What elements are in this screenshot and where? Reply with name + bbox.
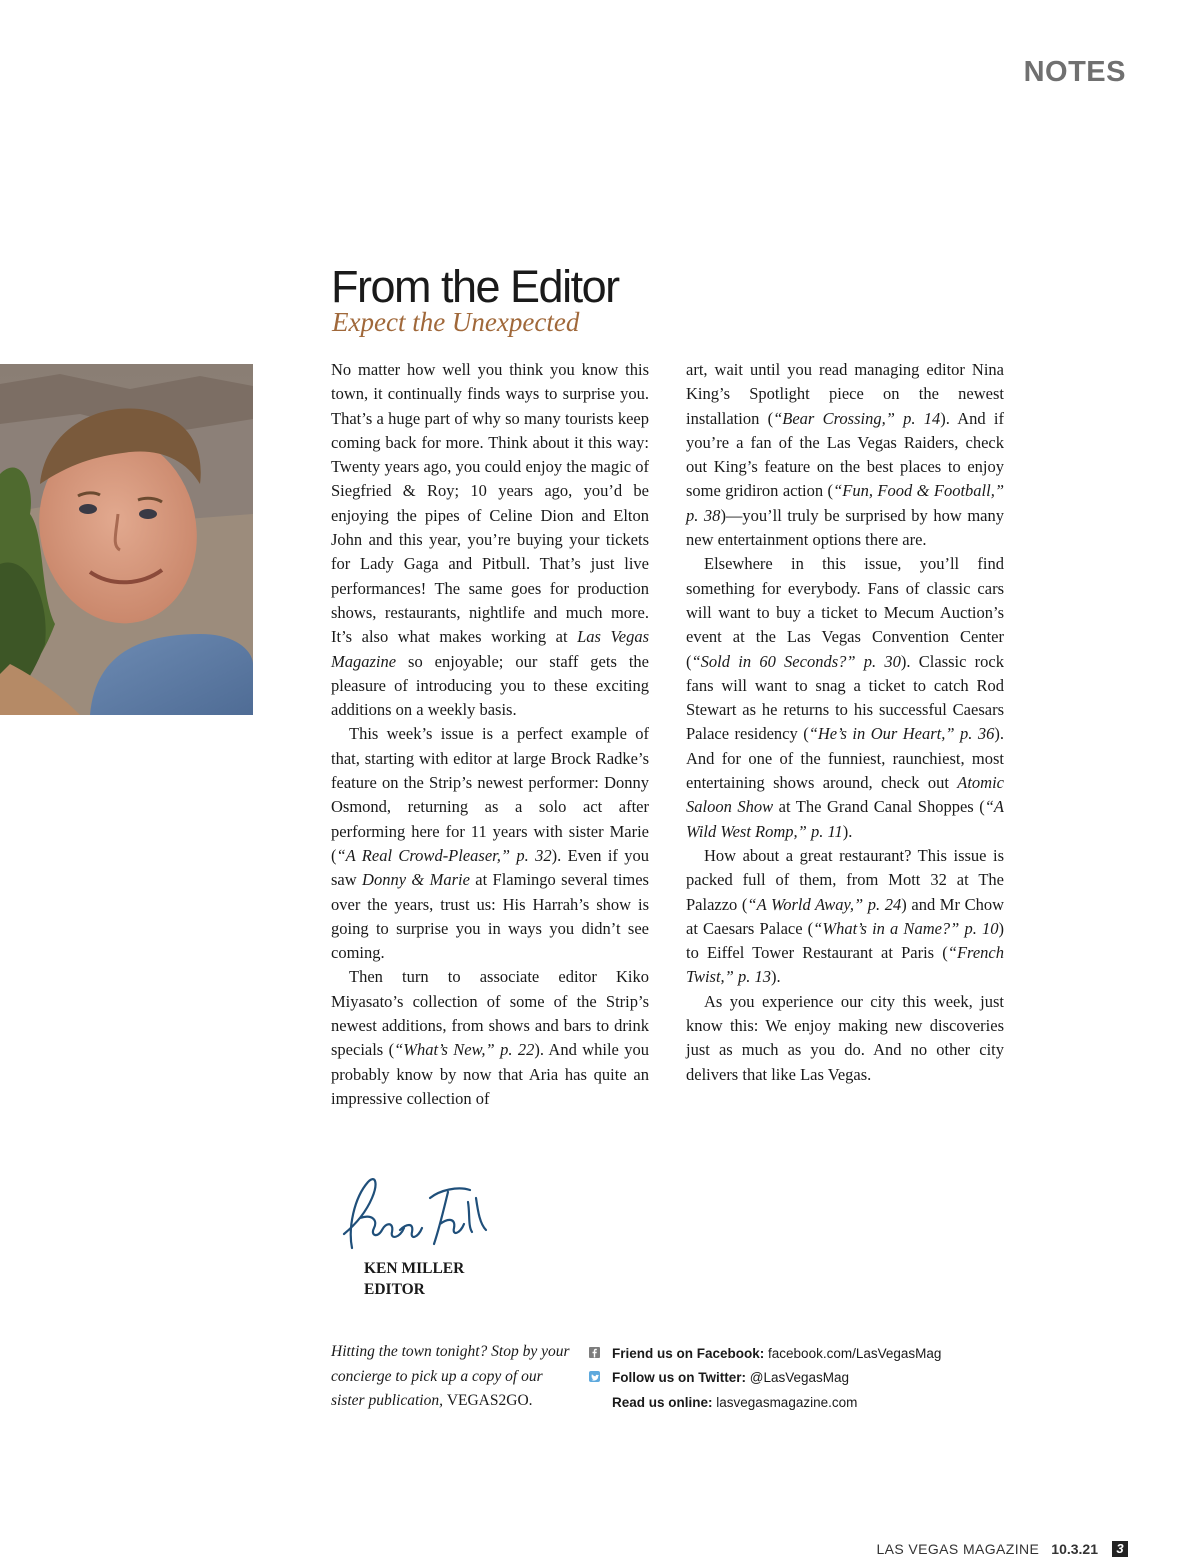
social-links xyxy=(589,1342,941,1415)
body-text: As you experience our city this week, just know this: We enjoy making new discoveries just as much as you do. And no other city delivers that like Las Vegas. xyxy=(686,991,1004,1084)
article-paragraph xyxy=(686,990,1004,1087)
body-text: so enjoyable; our staff gets the pleasure of introducing you to these exciting additions on a weekly basis. xyxy=(331,651,649,720)
article-subtitle: Expect the Unexpected xyxy=(332,307,580,337)
body-text: Elsewhere in this issue, you’ll find something for everybody. Fans of classic cars will want to buy a ticket to Mecum Auction’s event at the Las Vegas Convention Center ( xyxy=(686,554,1004,671)
italic-text: “Bear Crossing,” p. 14 xyxy=(773,408,941,428)
body-text: )—you’ll truly be surprised by how many new entertainment options there are. xyxy=(686,505,1004,550)
body-text: at The Grand Canal Shoppes ( xyxy=(773,797,985,817)
italic-text: “French Twist,” p. 13 xyxy=(686,943,1004,987)
social-facebook[interactable] xyxy=(589,1342,941,1366)
editor-photo xyxy=(0,364,253,715)
article-body-right-column xyxy=(686,358,1004,1087)
italic-text: “A Real Crowd-Pleaser,” p. 32 xyxy=(336,845,552,865)
italic-text: “Sold in 60 Seconds?” p. 30 xyxy=(691,651,901,671)
body-text: ). And for one of the funniest, raunchiest, most entertaining shows around, check out xyxy=(686,724,1004,793)
body-text: No matter how well you think you know this town, it continually finds ways to surprise you. That’s a huge part of why so many tourists keep coming back for more. Think about it this way: Twenty years ago, you could enjoy the magic of Siegfried & Roy; 10 years ago, you’d be enjoying the pipes of Celine Dion and Elton John and this year, you’re buying your tickets for Lady Gaga and Pitbull. That’s just live performances! The same goes for production shows, restaurants, nightlife and much more. It’s also what makes working at xyxy=(331,360,649,647)
italic-text: Atomic Saloon Show xyxy=(686,773,1004,817)
twitter-icon xyxy=(589,1371,600,1382)
body-text: ). Even if you saw xyxy=(331,845,649,890)
page-footer xyxy=(876,1541,1128,1557)
italic-text: “A World Away,” p. 24 xyxy=(747,894,902,914)
facebook-icon xyxy=(589,1347,600,1358)
article-paragraph xyxy=(331,358,649,722)
social-facebook-label: Friend us on Facebook: xyxy=(612,1346,765,1361)
article-paragraph xyxy=(686,844,1004,990)
article-title: From the Editor xyxy=(331,261,619,312)
body-text: Then turn to associate editor Kiko Miyasato’s collection of some of the Strip’s newest additions, from shows and bars to drink specials ( xyxy=(331,967,649,1060)
signoff xyxy=(364,1258,464,1300)
footer-magazine-name: LAS VEGAS MAGAZINE xyxy=(876,1541,1040,1557)
body-text: at Flamingo several times over the years, trust us: His Harrah’s show is going to surprise you in ways you didn’t see coming. xyxy=(331,870,649,963)
body-text: ). Classic rock fans will want to snag a ticket to catch Rod Stewart as he returns to his successful Caesars Palace residency ( xyxy=(686,651,1005,744)
social-twitter-label: Follow us on Twitter: xyxy=(612,1370,746,1386)
article-paragraph xyxy=(686,358,1004,552)
body-text: ) and Mr Chow at Caesars Palace ( xyxy=(686,894,1004,938)
italic-text: “What’s New,” p. 22 xyxy=(394,1040,535,1060)
italic-text: “Fun, Food & Football,” p. 38 xyxy=(686,481,1004,525)
social-facebook-value[interactable]: facebook.com/LasVegasMag xyxy=(768,1346,942,1361)
page-number: 3 xyxy=(1112,1541,1128,1557)
social-twitter[interactable] xyxy=(589,1366,941,1390)
editor-role: EDITOR xyxy=(364,1281,425,1298)
social-website[interactable] xyxy=(589,1391,941,1415)
article-paragraph xyxy=(331,965,649,1111)
editor-signature xyxy=(330,1168,505,1264)
body-text: ). And while you probably know by now that Aria has quite an impressive collection of xyxy=(331,1040,649,1108)
article-paragraph xyxy=(686,552,1004,844)
social-website-value[interactable]: lasvegasmagazine.com xyxy=(716,1394,858,1410)
italic-text: “A Wild West Romp,” p. 11 xyxy=(686,797,1004,841)
social-twitter-value[interactable]: @LasVegasMag xyxy=(749,1370,850,1386)
editor-name: KEN MILLER xyxy=(364,1260,465,1277)
italic-text: “He’s in Our Heart,” p. 36 xyxy=(808,724,995,744)
promo-text xyxy=(331,1340,576,1414)
italic-text: Las Vegas Magazine xyxy=(331,627,650,671)
section-label: NOTES xyxy=(1023,56,1126,88)
promo-sentence: Hitting the town tonight? Stop by your concierge to pick up a copy of our sister publication, xyxy=(331,1343,570,1409)
italic-text: “What’s in a Name?” p. 10 xyxy=(813,918,999,938)
body-text: This week’s issue is a perfect example of that, starting with editor at large Brock Radke’s feature on the Strip’s newest performer: Donny Osmond, returning as a solo act after performing here for 11 years with sister Marie ( xyxy=(331,724,649,865)
social-website-label: Read us online: xyxy=(612,1394,713,1410)
body-text: ). xyxy=(842,821,853,841)
body-text: ). xyxy=(770,967,781,987)
body-text: art, wait until you read managing editor Nina King’s Spotlight piece on the newest installation ( xyxy=(686,360,1004,428)
body-text: ) to Eiffel Tower Restaurant at Paris ( xyxy=(686,918,1004,963)
body-text: How about a great restaurant? This issue is packed full of them, from Mott 32 at The Palazzo ( xyxy=(686,845,1004,914)
article-body-left-column xyxy=(331,358,649,1111)
article-paragraph xyxy=(331,722,649,965)
italic-text: Donny & Marie xyxy=(362,870,470,890)
promo-publication: VEGAS2GO. xyxy=(446,1392,533,1409)
footer-issue-date: 10.3.21 xyxy=(1051,1541,1098,1557)
body-text: ). And if you’re a fan of the Las Vegas Raiders, check out King’s feature on the best places to enjoy some gridiron action ( xyxy=(686,408,1004,501)
